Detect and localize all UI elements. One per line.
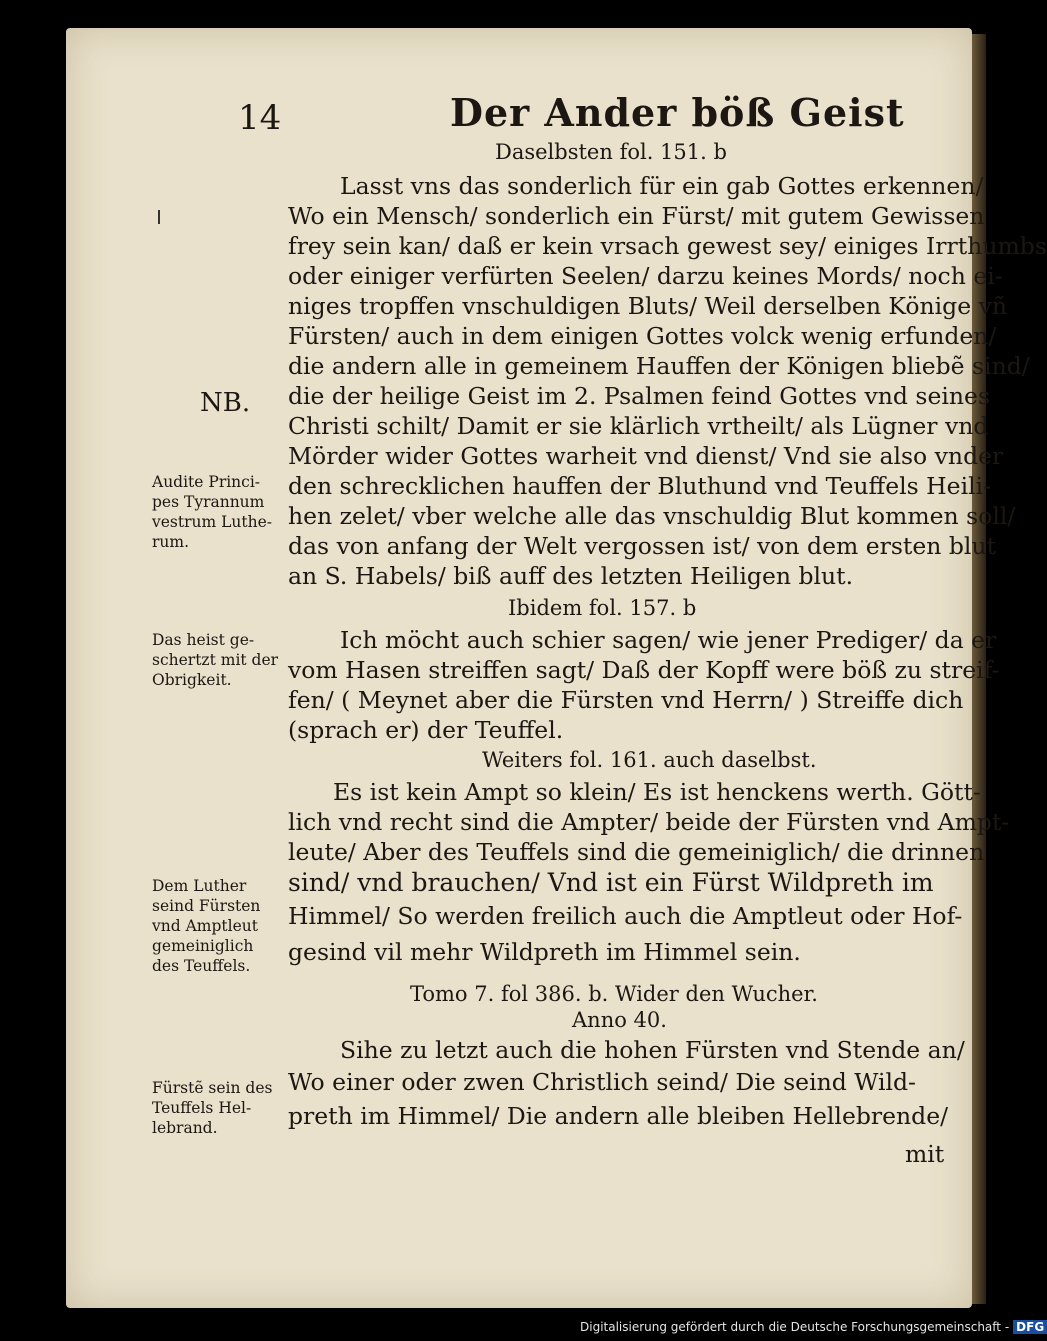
credit-text: Digitalisierung gefördert durch die Deutsche Forschungsgemeinschaft - [580,1320,1010,1334]
text-line: Mörder wider Gottes warheit vnd dienst/ Vnd sie also vnder [288,442,1004,470]
reference-line: Daselbsten fol. 151. b [495,140,727,164]
text-line: leute/ Aber des Teuffels sind die gemeiniglich/ die drinnen [288,838,985,866]
text-line: Lasst vns das sonderlich für ein gab Gottes erkennen/ [340,172,984,200]
text-line: Sihe zu letzt auch die hohen Fürsten vnd Stende an/ [340,1036,965,1064]
text-line: Ich möcht auch schier sagen/ wie jener Prediger/ da er [340,626,997,654]
digitization-credit [580,1320,1047,1334]
margin-note: Fürstẽ sein des Teuffels Hel- lebrand. [152,1079,273,1137]
text-line: Fürsten/ auch in dem einigen Gottes volck wenig erfunden/ [288,322,997,350]
margin-note: Dem Luther seind Fürsten vnd Amptleut gemeiniglich des Teuffels. [152,877,261,975]
text-line: fen/ ( Meynet aber die Fürsten vnd Herrn/ ) Streiffe dich [288,686,964,714]
text-line: den schrecklichen hauffen der Bluthund vnd Teuffels Heili- [288,472,992,500]
catchword: mit [905,1140,945,1168]
page-number: 14 [238,98,282,138]
text-line: Es ist kein Ampt so klein/ Es ist henckens werth. Gött- [333,778,981,806]
text-line: frey sein kan/ daß er kein vrsach gewest sey/ einiges Irrthumbs [288,232,1047,260]
margin-mark [158,210,160,224]
text-line: preth im Himmel/ Die andern alle bleiben Hellebrende/ [288,1102,949,1130]
text-line: lich vnd recht sind die Ampter/ beide der Fürsten vnd Ampt- [288,808,1010,836]
reference-line: Weiters fol. 161. auch daselbst. [482,748,817,772]
margin-note-nb: NB. [200,388,251,418]
reference-line: Ibidem fol. 157. b [508,596,697,620]
text-line: an S. Habels/ biß auff des letzten Heiligen blut. [288,562,854,590]
text-line: hen zelet/ vber welche alle das vnschuldig Blut kommen soll/ [288,502,1016,530]
text-line: sind/ vnd brauchen/ Vnd ist ein Fürst Wildpreth im [288,868,934,897]
text-line: das von anfang der Welt vergossen ist/ von dem ersten blut [288,532,997,560]
text-line: vom Hasen streiffen sagt/ Daß der Kopff were böß zu streif- [288,656,1000,684]
text-line: oder einiger verfürten Seelen/ darzu keines Mords/ noch ei- [288,262,1003,290]
reference-line: Anno 40. [572,1008,667,1032]
reference-line: Tomo 7. fol 386. b. Wider den Wucher. [410,982,818,1006]
margin-note: Das heist ge- schertzt mit der Obrigkeit. [152,631,279,689]
text-line: (sprach er) der Teuffel. [288,716,564,744]
margin-note: Audite Princi- pes Tyrannum vestrum Luthe- rum. [152,473,273,551]
text-line: Wo einer oder zwen Christlich seind/ Die seind Wild- [288,1068,916,1096]
text-line: gesind vil mehr Wildpreth im Himmel sein. [288,938,801,966]
running-title: Der Ander böß Geist [450,90,905,135]
text-line: Wo ein Mensch/ sonderlich ein Fürst/ mit gutem Gewissen [288,202,985,230]
text-line: Himmel/ So werden freilich auch die Amptleut oder Hof- [288,902,963,930]
text-line: die andern alle in gemeinem Hauffen der Königen bliebẽ sind/ [288,352,1030,380]
dfg-logo: DFG [1013,1320,1047,1334]
text-line: Christi schilt/ Damit er sie klärlich vrtheilt/ als Lügner vnd [288,412,989,440]
text-line: niges tropffen vnschuldigen Bluts/ Weil derselben Könige vñ [288,292,1007,320]
text-line: die der heilige Geist im 2. Psalmen feind Gottes vnd seines [288,382,991,410]
